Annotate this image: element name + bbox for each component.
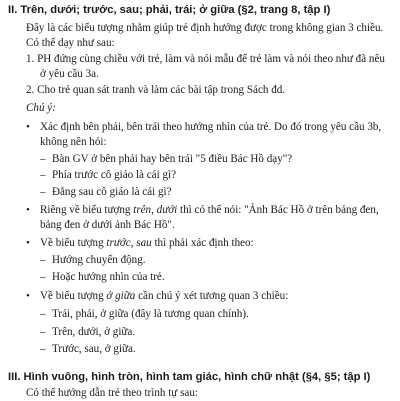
dash-text: Trái, phải, ở giữa (đây là tương quan chính). bbox=[52, 308, 249, 320]
dash-item bbox=[40, 342, 386, 357]
dash-icon: – bbox=[40, 343, 46, 355]
dash-icon: – bbox=[40, 326, 46, 338]
note-label: Chú ý: bbox=[26, 102, 56, 114]
dash-icon: – bbox=[40, 254, 46, 266]
step-1: 1. PH đứng cùng chiều với trẻ, làm và nói mẫu để trẻ làm và nói theo như đã nêu ở yêu cầu 3a. bbox=[26, 53, 385, 81]
bullet-item bbox=[24, 236, 386, 251]
dash-text: Phía trước cô giáo là cái gì? bbox=[52, 169, 177, 181]
dash-text: Hướng chuyển động. bbox=[52, 254, 146, 266]
bullet-icon: • bbox=[26, 290, 30, 302]
bullet-text: Riêng về biểu tượng trên, dưới thì có thể nói: "Ảnh Bác Hồ ở trên bảng đen, bảng đen ở dưới ảnh Bác Hồ". bbox=[40, 204, 379, 232]
dash-icon: – bbox=[40, 271, 46, 283]
dash-item bbox=[40, 152, 386, 167]
dash-item bbox=[40, 325, 386, 340]
bullet-item bbox=[24, 203, 386, 234]
dash-item bbox=[40, 307, 386, 322]
dash-icon: – bbox=[40, 153, 46, 165]
bullet-icon: • bbox=[26, 204, 30, 216]
dash-icon: – bbox=[40, 308, 46, 320]
dash-text: Bàn GV ở bên phải hay bên trái "5 điều Bác Hồ dạy"? bbox=[52, 153, 293, 165]
dash-text: Đằng sau cô giáo là cái gì? bbox=[52, 186, 172, 198]
intro-paragraph: Đây là các biểu tượng nhằm giúp trẻ định hướng được trong không gian 3 chiều. Có thể dạy như sau: bbox=[26, 22, 384, 50]
bullet-text: Về biểu tượng ở giữa cần chú ý xét tương quan 3 chiều: bbox=[40, 290, 289, 302]
dash-item bbox=[40, 185, 386, 200]
section-heading-ii: II. Trên, dưới; trước, sau; phải, trái; ở giữa (§2, trang 8, tập I) bbox=[8, 4, 331, 16]
dash-item bbox=[40, 253, 386, 268]
dash-item bbox=[40, 270, 386, 285]
dash-item bbox=[40, 168, 386, 183]
dash-text: Hoặc hướng nhìn của trẻ. bbox=[52, 271, 165, 283]
step-2: 2. Cho trẻ quan sát tranh và làm các bài tập trong Sách đd. bbox=[26, 84, 286, 96]
bullet-text: Xác định bên phải, bên trái theo hướng nhìn của trẻ. Do đó trong yêu cầu 3b, không nên hỏi: bbox=[40, 121, 382, 149]
dash-text: Trên, dưới, ở giữa. bbox=[52, 326, 136, 338]
bullet-item bbox=[24, 289, 386, 304]
bullet-icon: • bbox=[26, 121, 30, 133]
bullet-item bbox=[24, 120, 386, 151]
dash-text: Trước, sau, ở giữa. bbox=[52, 343, 136, 355]
dash-icon: – bbox=[40, 186, 46, 198]
bullet-text: Về biểu tượng trước, sau thì phải xác định theo: bbox=[40, 237, 254, 249]
dash-icon: – bbox=[40, 169, 46, 181]
intro-paragraph: Có thể hướng dẫn trẻ theo trình tự sau: bbox=[26, 387, 198, 399]
bullet-icon: • bbox=[26, 237, 30, 249]
section-heading-iii: III. Hình vuông, hình tròn, hình tam giác, hình chữ nhật (§4, §5; tập I) bbox=[8, 371, 371, 383]
